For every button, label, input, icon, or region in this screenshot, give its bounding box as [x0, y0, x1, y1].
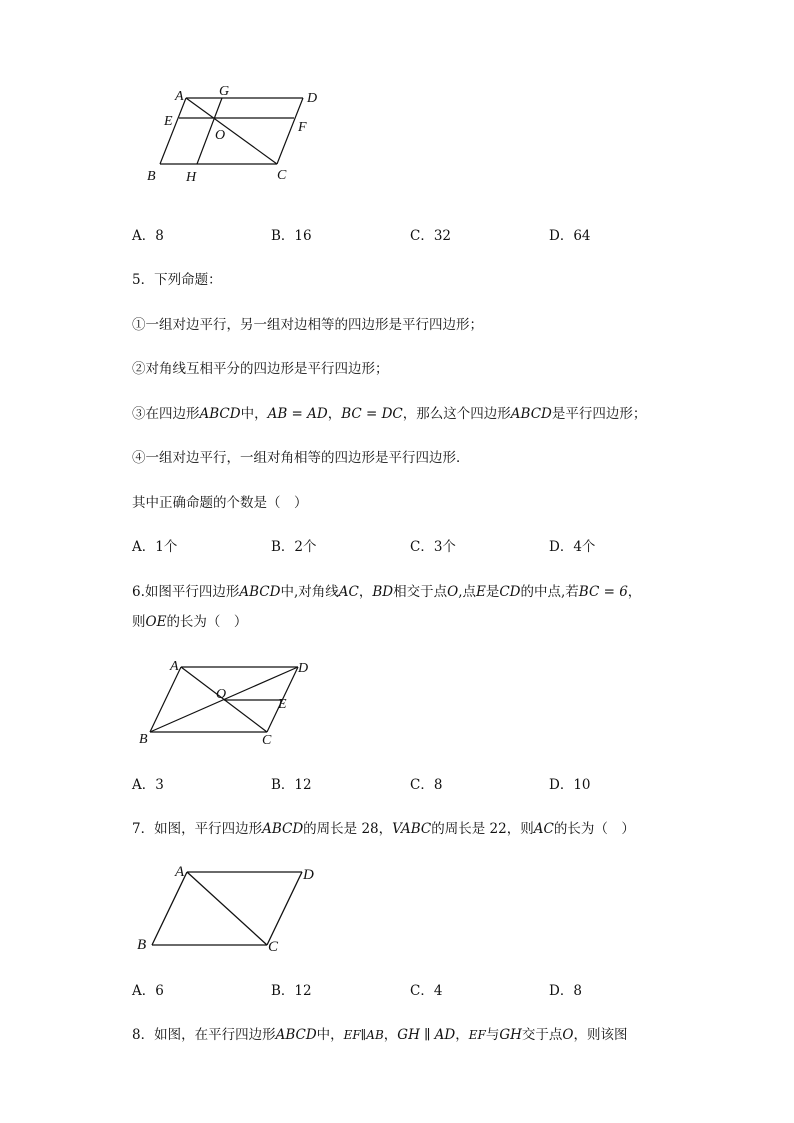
label-b: B	[139, 732, 148, 747]
q6-e: E	[475, 584, 486, 600]
q6-text: 的中点,若	[520, 584, 579, 600]
q8-ef: EF	[468, 1028, 486, 1042]
q7-ac: AC	[533, 821, 554, 837]
q6-option-b[interactable]: B．12	[271, 777, 312, 793]
q8-text: 交于点	[521, 1027, 563, 1043]
q7-option-d[interactable]: D．8	[549, 983, 582, 999]
q5-s3-quad: ABCD	[199, 406, 241, 422]
q6-option-d[interactable]: D．10	[549, 777, 591, 793]
q5-s3-eq1: AB = AD	[267, 406, 328, 422]
q8-quad: ABCD	[275, 1027, 317, 1043]
q5-s3-pre: ③在四边形	[132, 406, 200, 422]
q6-text: 则	[132, 614, 146, 630]
label-b: B	[137, 937, 147, 953]
label-d: D	[303, 867, 314, 883]
q6-quad: ABCD	[239, 584, 281, 600]
q8-ef-parallel-ab: EF∥AB	[343, 1028, 384, 1042]
label-e: E	[278, 697, 287, 712]
q8-text: ，	[455, 1027, 469, 1043]
q7-text: 的周长是 28，	[303, 821, 393, 837]
q5-option-d[interactable]: D．4个	[549, 539, 596, 555]
q8-text: 与	[485, 1027, 500, 1043]
label-h: H	[186, 170, 197, 185]
label-d: D	[298, 661, 309, 676]
q7-option-a[interactable]: A．6	[132, 983, 164, 999]
q6-bc: BC = 6	[578, 584, 628, 600]
q5-s3-mid1: 中，	[240, 406, 268, 422]
q7-text: 7．如图，平行四边形	[132, 821, 263, 837]
label-c: C	[268, 939, 279, 955]
q5-s3-quad2: ABCD	[510, 406, 552, 422]
q6-text: ,点	[458, 584, 476, 600]
q6-cd: CD	[499, 584, 521, 600]
q5-s3-end: 是平行四边形；	[551, 406, 647, 422]
label-f: F	[298, 120, 307, 135]
q7-text: 的周长是 22，则	[431, 821, 534, 837]
q8-gh: GH	[499, 1027, 522, 1043]
q5-option-a[interactable]: A．1个	[132, 539, 178, 555]
q8-text: ，则该图	[573, 1027, 628, 1043]
label-e: E	[164, 114, 173, 129]
q6-o: O	[447, 584, 459, 600]
q5-s3-mid2: ，那么这个四边形	[402, 406, 511, 422]
label-o: O	[216, 687, 227, 702]
q6-text: 是	[485, 584, 500, 600]
q7-text: 的长为（ ）	[553, 821, 635, 837]
label-d: D	[307, 91, 318, 106]
figure-svg	[0, 0, 340, 960]
q5-s3-sep: ，	[327, 406, 342, 422]
q7-option-b[interactable]: B．12	[271, 983, 312, 999]
q7-quad: ABCD	[262, 821, 304, 837]
q8-text: 中，	[316, 1027, 344, 1043]
q8-text: ，	[383, 1027, 398, 1043]
q6-text: 中,对角线	[280, 584, 339, 600]
q7-option-c[interactable]: C．4	[410, 983, 443, 999]
q6-text: 相交于点	[393, 584, 448, 600]
segment-dc	[267, 872, 302, 945]
q7-options	[132, 981, 692, 1001]
label-b: B	[147, 169, 156, 184]
q5-stem: 5．下列命题：	[132, 272, 222, 288]
q6-option-c[interactable]: C．8	[410, 777, 443, 793]
q8-gh-parallel-ad: GH ∥ AD	[397, 1027, 456, 1043]
q4-option-c[interactable]: C．32	[410, 228, 452, 244]
label-a: A	[175, 89, 184, 104]
label-a: A	[175, 864, 185, 880]
segment-ab	[152, 872, 187, 945]
q8-stem	[132, 1025, 627, 1045]
q5-question: 其中正确命题的个数是（ ）	[132, 495, 308, 511]
q5-option-c[interactable]: C．3个	[410, 539, 456, 555]
segment-ac	[187, 872, 267, 945]
label-o: O	[215, 128, 226, 143]
label-a: A	[170, 659, 179, 674]
q6-bd: BD	[372, 584, 394, 600]
q5-s3-eq2: BC = DC	[341, 406, 403, 422]
figure-q7-parallelogram	[0, 0, 340, 960]
q5-statement-1: ①一组对边平行，另一组对边相等的四边形是平行四边形；	[132, 317, 483, 333]
q6-text: ，	[358, 584, 373, 600]
q8-o: O	[562, 1027, 574, 1043]
q5-option-b[interactable]: B．2个	[271, 539, 317, 555]
q8-text: 8．如图，在平行四边形	[132, 1027, 276, 1043]
q5-statement-2: ②对角线互相平分的四边形是平行四边形；	[132, 361, 389, 377]
q5-statement-4: ④一组对边平行，一组对角相等的四边形是平行四边形．	[132, 450, 470, 466]
label-c: C	[262, 733, 272, 748]
q6-ac: AC	[338, 584, 359, 600]
q4-option-d[interactable]: D．64	[549, 228, 591, 244]
label-g: G	[219, 84, 230, 99]
q6-text: 6.如图平行四边形	[132, 584, 240, 600]
q6-oe: OE	[145, 614, 167, 630]
q4-option-b[interactable]: B．16	[271, 228, 312, 244]
q4-option-a[interactable]: A．8	[132, 228, 164, 244]
label-c: C	[277, 168, 287, 183]
q7-triangle: VABC	[392, 821, 432, 837]
q6-text: 的长为（ ）	[166, 614, 248, 630]
q6-option-a[interactable]: A．3	[132, 777, 164, 793]
q6-text: ，	[627, 584, 642, 600]
